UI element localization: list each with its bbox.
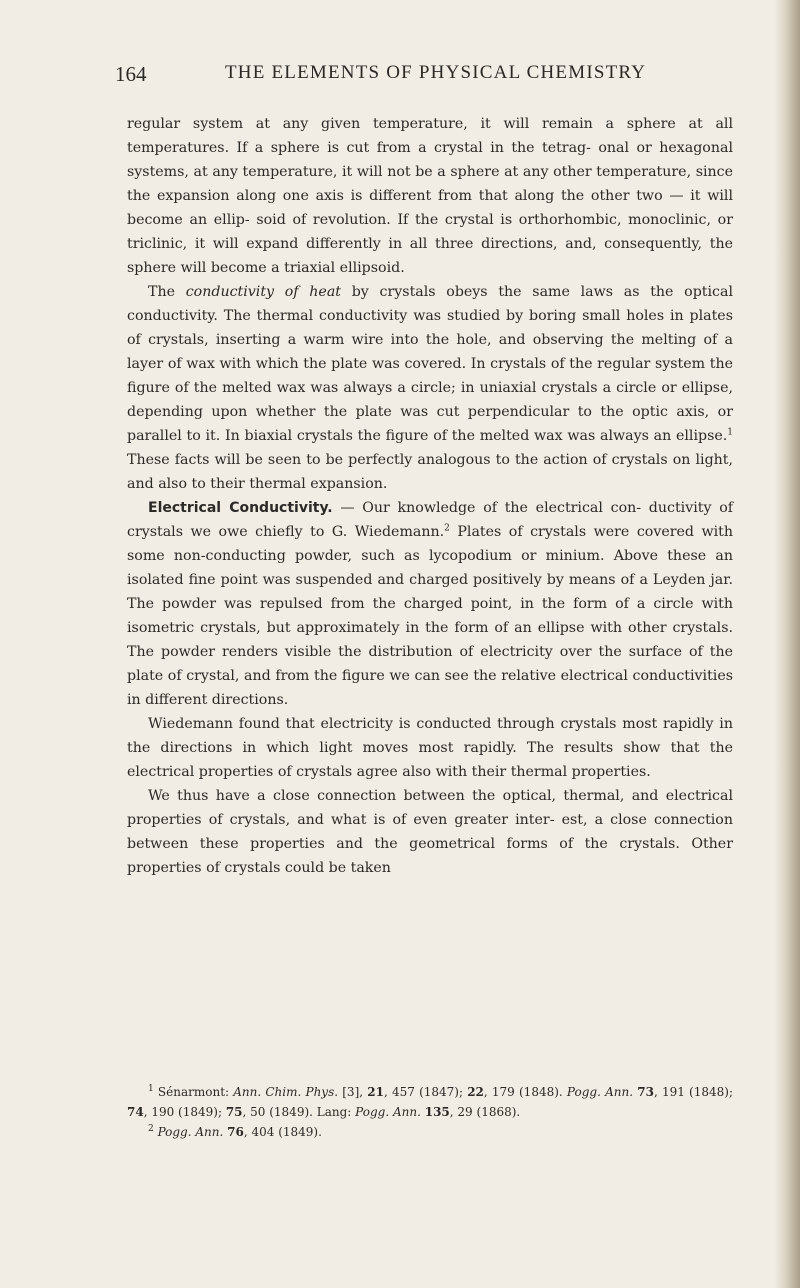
journal-title: Ann. Chim. Phys. bbox=[233, 1085, 339, 1099]
paragraph-sphere-expansion: regular system at any given temperature, it will remain a sphere at all temperatures. If a sphere is cut from a crystal in the tetrag- onal or hexagonal systems, at any temperature, it will not be a sphere at any other temperature, since the expansion along one axis is different from that along the other two — it will become an ellip- soid of revolution. If the crystal is orthorhombic, monoclinic, or triclinic, it will expand differently in all three directions, and, consequently, the sphere will become a triaxial ellipsoid. bbox=[127, 116, 733, 276]
journal-title: Pogg. Ann. bbox=[566, 1085, 634, 1099]
footnote-mark: 2 bbox=[148, 1124, 154, 1134]
volume: 73 bbox=[637, 1085, 654, 1099]
text-run: [3], bbox=[338, 1085, 368, 1099]
text-run: Sénarmont: bbox=[153, 1085, 234, 1099]
section-heading: Electrical Conductivity. bbox=[148, 500, 333, 516]
footnote-ref-1: 1 bbox=[727, 427, 733, 438]
text-run: These facts will be seen to be perfectly analogous to the action of crystals on light, and also to their thermal expansion. bbox=[127, 452, 733, 492]
page-header bbox=[115, 56, 735, 90]
volume: 74 bbox=[127, 1105, 144, 1119]
footnotes bbox=[127, 1082, 733, 1142]
volume: 21 bbox=[367, 1085, 384, 1099]
journal-title: Pogg. Ann. bbox=[157, 1125, 224, 1139]
footnote-2 bbox=[127, 1122, 733, 1142]
text-run: , 191 (1848); bbox=[653, 1085, 733, 1099]
paragraph-electrical-conductivity bbox=[127, 496, 733, 712]
footnote-ref-2: 2 bbox=[444, 523, 450, 534]
paragraph-wiedemann: Wiedemann found that electricity is conducted through crystals most rapidly in the directions in which light moves most rapidly. The results show that the electrical properties of crystals agree also with their thermal properties. bbox=[127, 716, 733, 780]
volume: 76 bbox=[227, 1125, 244, 1139]
journal-title: Pogg. Ann. bbox=[355, 1105, 421, 1119]
italic-term: conductivity of heat bbox=[185, 284, 341, 300]
page-edge-shadow bbox=[774, 0, 800, 1288]
text-run: , 50 (1849). Lang: bbox=[242, 1105, 356, 1119]
volume: 75 bbox=[225, 1105, 243, 1119]
text-run: by crystals obeys the same laws as the optical conductivity. The thermal conductivity was studied by boring small holes in plates of crystals, inserting a warm wire into the hole, and observing the melting of a layer of wax with which the plate was covered. In crystals of the regular system the figure of the melted wax was always a circle; in uniaxial crystals a circle or ellipse, depending upon whether the plate was cut perpendicular to the optic axis, or parallel to it. In biaxial crystals the figure of the melted wax was always an ellipse. bbox=[127, 284, 733, 444]
page-number: 164 bbox=[115, 62, 147, 86]
body-text bbox=[127, 112, 733, 880]
text-run: , 29 (1868). bbox=[449, 1105, 521, 1119]
text-run: Plates of crystals were covered with some non-conducting powder, such as lycopodium or minium. Above these an isolated fine point was suspended and charged positively by means of a Leyden jar. The powder was repulsed from the charged point, in the form of a circle with isometric crystals, but approximately in the form of an ellipse with other crystals. The powder renders visible the distribution of electricity over the surface of the plate of crystal, and from the figure we can see the relative electrical conductivities in different directions. bbox=[127, 524, 734, 708]
text-run: — Our knowledge of the electrical con- ductivity of crystals we owe chiefly to G. Wiedemann. bbox=[127, 500, 733, 540]
volume: 135 bbox=[424, 1105, 450, 1119]
text-run: The bbox=[148, 284, 186, 300]
paragraph-connection: We thus have a close connection between the optical, thermal, and electrical properties of crystals, and what is of even greater inter- est, a close connection between these properties and the geometrical forms of the crystals. Other properties of crystals could be taken bbox=[127, 788, 733, 876]
text-run: , 457 (1847); bbox=[383, 1085, 468, 1099]
footnote-mark: 1 bbox=[148, 1084, 154, 1094]
volume: 22 bbox=[467, 1085, 484, 1099]
text-run: , 179 (1848). bbox=[483, 1085, 567, 1099]
paragraph-heat-conductivity bbox=[127, 280, 733, 496]
text-run: , 190 (1849); bbox=[143, 1105, 226, 1119]
running-head: THE ELEMENTS OF PHYSICAL CHEMISTRY bbox=[225, 62, 647, 83]
text-run: , 404 (1849). bbox=[243, 1125, 322, 1139]
footnote-1 bbox=[127, 1082, 733, 1122]
